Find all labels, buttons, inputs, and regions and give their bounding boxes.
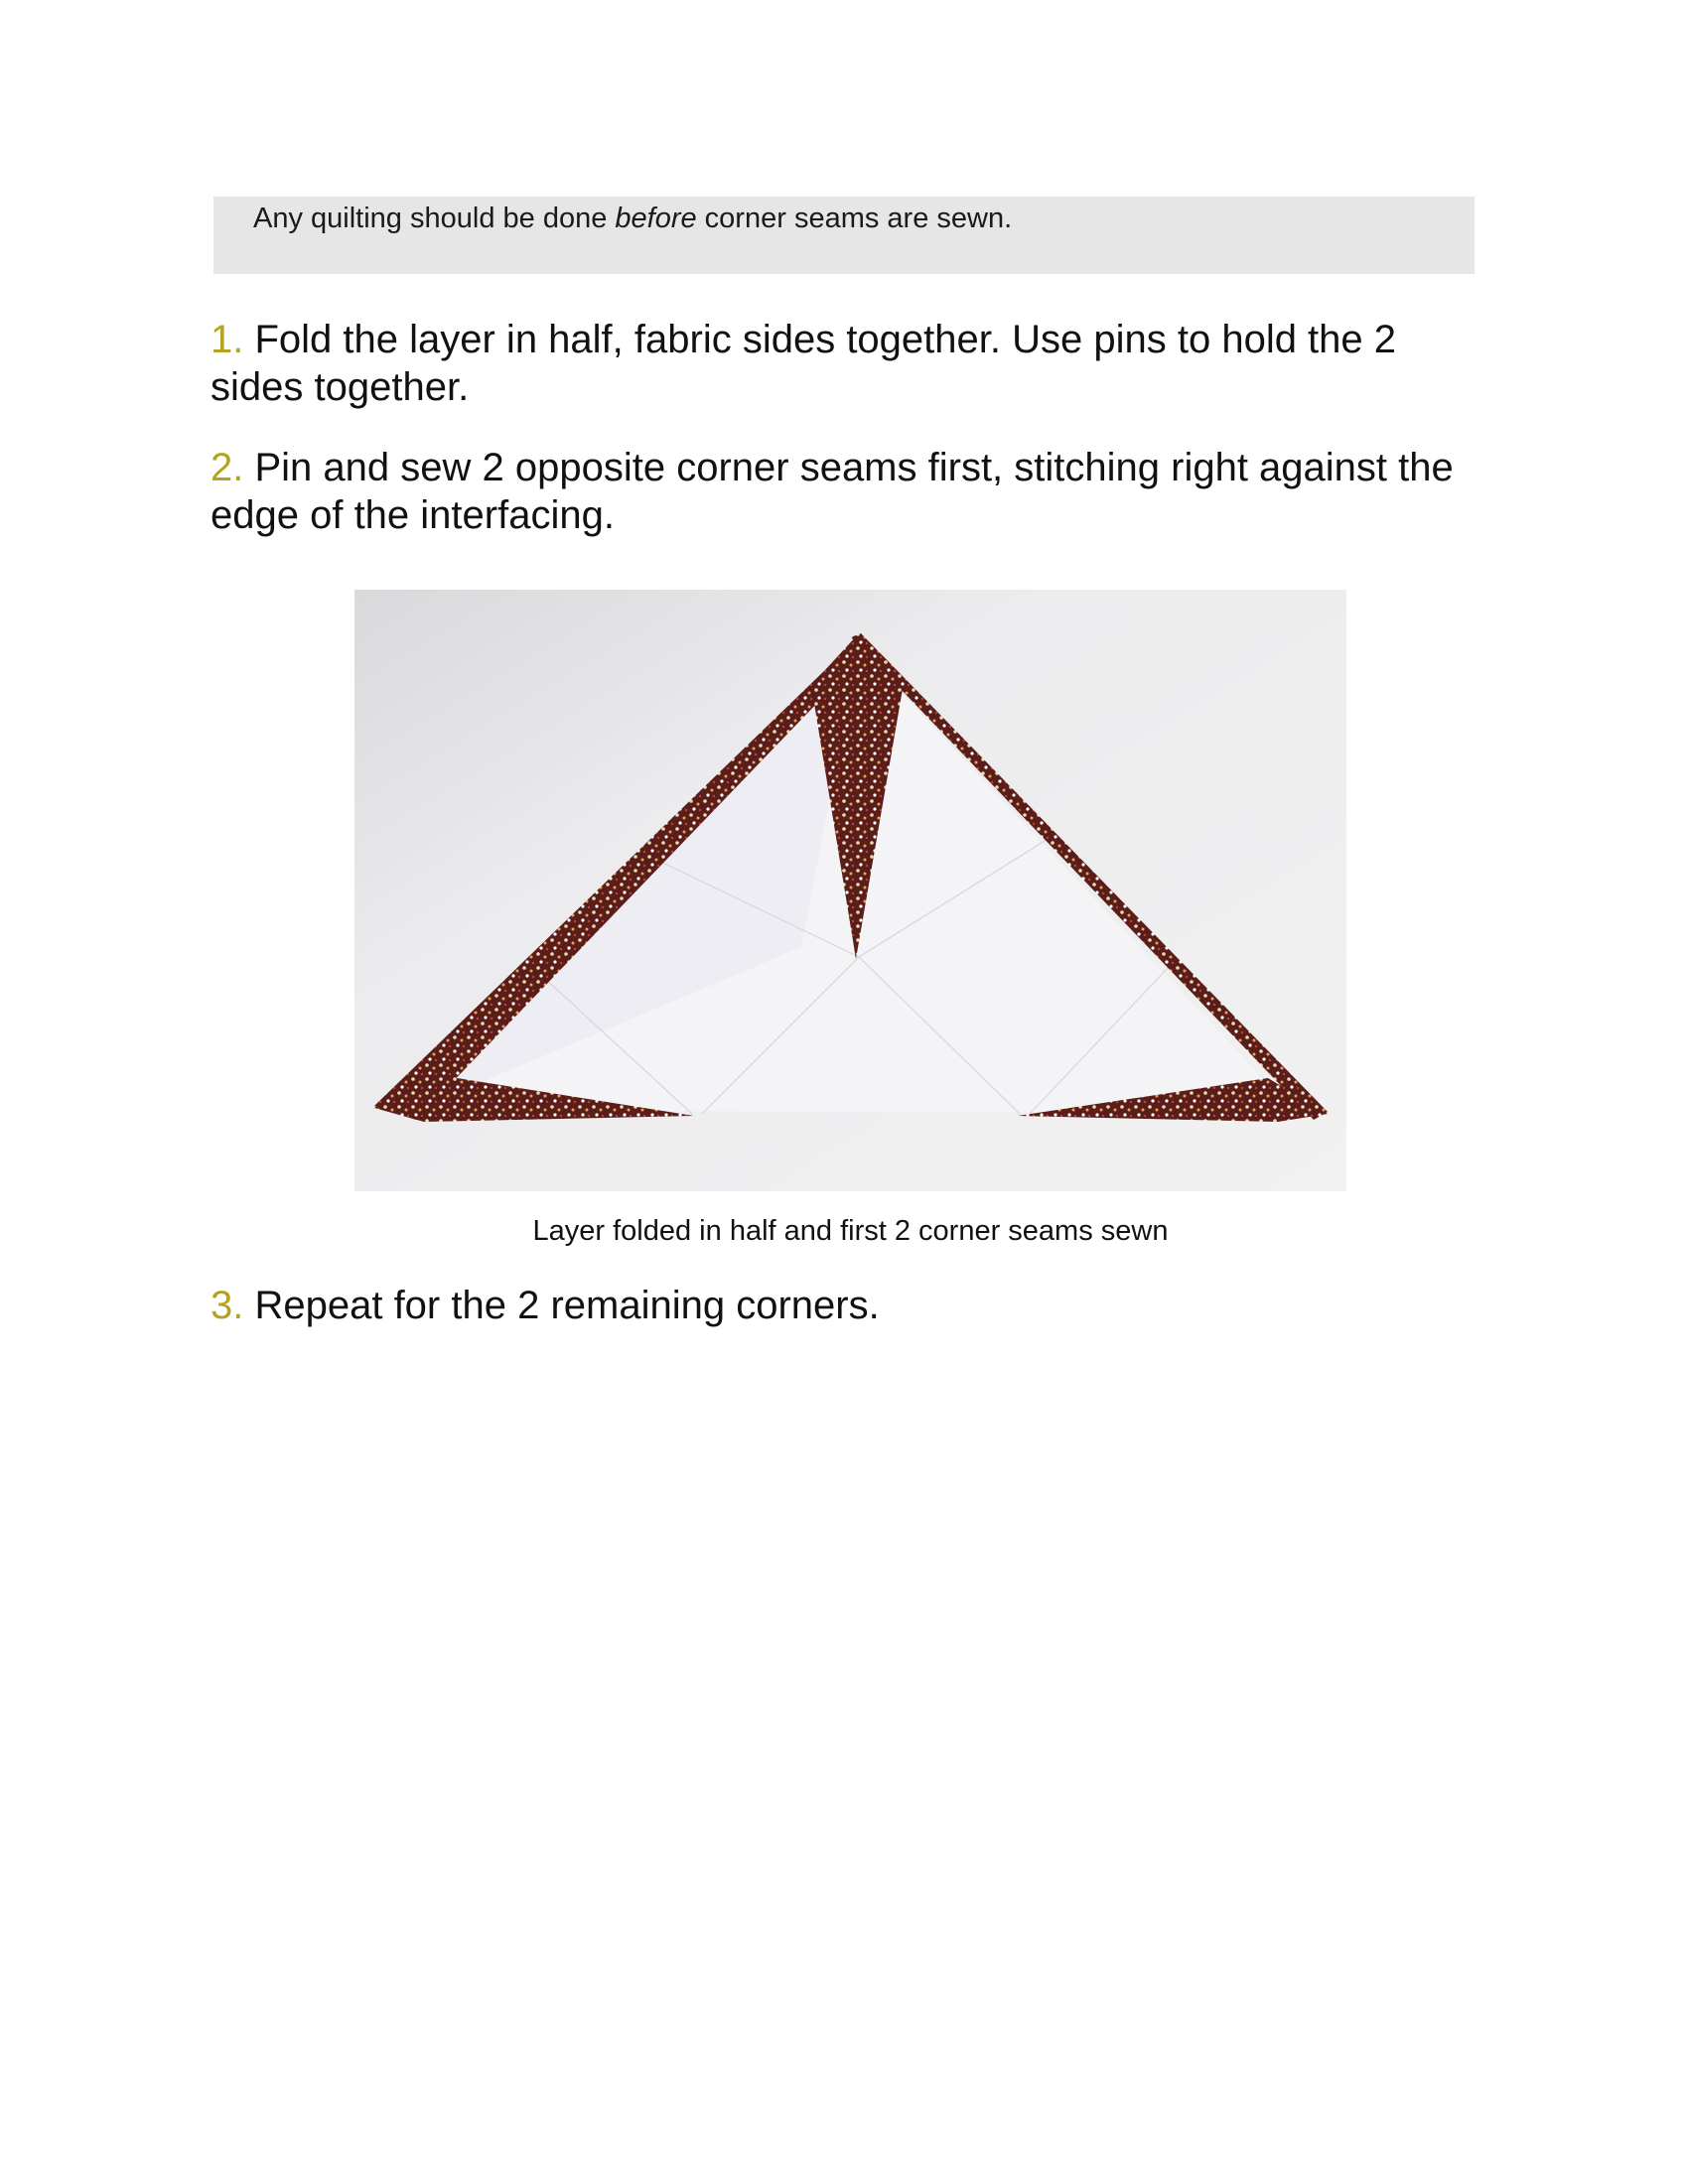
step-2: [211, 444, 1491, 539]
step-2-number: 2.: [211, 446, 244, 489]
step-2-text: Pin and sew 2 opposite corner seams first, stitching right against the edge of the interfacing.: [211, 446, 1454, 537]
note-emphasis: before: [615, 203, 697, 234]
step-3-number: 3.: [211, 1284, 244, 1327]
step-1: [211, 316, 1491, 411]
folded-layer-illustration: [354, 590, 1346, 1191]
step-1-number: 1.: [211, 318, 244, 361]
step-1-text: Fold the layer in half, fabric sides together. Use pins to hold the 2 sides together.: [211, 318, 1397, 409]
photo-caption: Layer folded in half and first 2 corner seams sewn: [532, 1215, 1169, 1247]
note-text-after: corner seams are sewn.: [696, 203, 1013, 234]
quilting-note-box: [213, 197, 1475, 274]
note-text-before: Any quilting should be done: [253, 203, 616, 234]
step-3-text: Repeat for the 2 remaining corners.: [243, 1284, 880, 1327]
folded-layer-photo: [354, 590, 1346, 1191]
step-3: [211, 1282, 1491, 1329]
